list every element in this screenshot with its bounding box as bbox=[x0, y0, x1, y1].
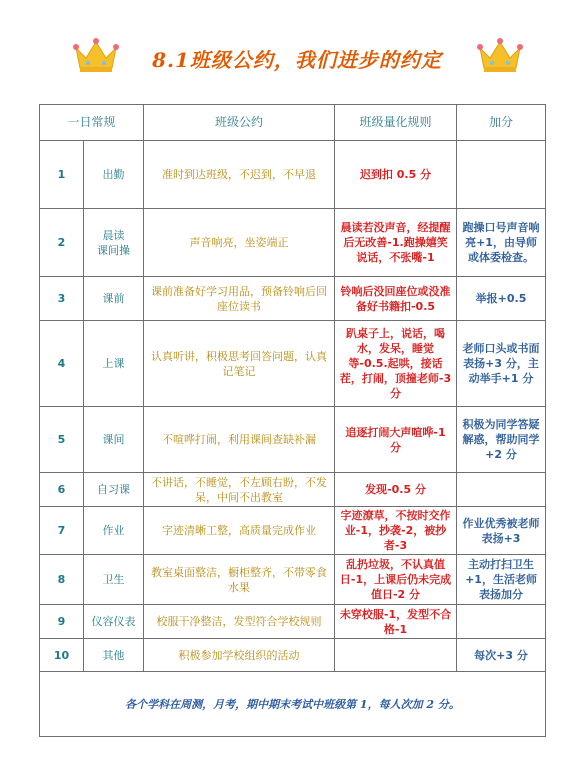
crown-icon bbox=[72, 34, 120, 74]
row-number: 7 bbox=[40, 507, 84, 555]
row-quant-rule bbox=[335, 639, 457, 672]
row-pact: 教室桌面整洁，橱柜整齐，不带零食水果 bbox=[144, 555, 335, 605]
row-quant-rule: 铃响后没回座位或没准备好书籍扣-0.5 bbox=[335, 277, 457, 321]
table-row bbox=[40, 209, 546, 277]
table-header-row bbox=[40, 105, 546, 141]
footer-note: 各个学科在周测，月考，期中期末考试中班级第 1，每人次加 2 分。 bbox=[40, 672, 546, 737]
row-pact: 声音响亮，坐姿端正 bbox=[144, 209, 335, 277]
table-row bbox=[40, 605, 546, 639]
header-bonus: 加分 bbox=[457, 105, 546, 141]
rules-table bbox=[39, 104, 546, 737]
row-number: 10 bbox=[40, 639, 84, 672]
row-quant-rule: 未穿校服-1，发型不合格-1 bbox=[335, 605, 457, 639]
row-number: 4 bbox=[40, 321, 84, 407]
row-bonus: 老师口头或书面表扬+3 分，主动举手+1 分 bbox=[457, 321, 546, 407]
row-quant-rule: 追逐打闹大声喧哗-1 分 bbox=[335, 407, 457, 473]
row-pact: 认真听讲，积极思考回答问题，认真记笔记 bbox=[144, 321, 335, 407]
row-bonus bbox=[457, 473, 546, 507]
table-row bbox=[40, 555, 546, 605]
row-number: 1 bbox=[40, 141, 84, 209]
row-item: 课前 bbox=[84, 277, 144, 321]
row-bonus: 每次+3 分 bbox=[457, 639, 546, 672]
header-daily-routine: 一日常规 bbox=[40, 105, 144, 141]
row-pact: 不讲话，不睡觉，不左顾右盼，不发呆，中间不出教室 bbox=[144, 473, 335, 507]
row-item: 自习课 bbox=[84, 473, 144, 507]
row-item: 其他 bbox=[84, 639, 144, 672]
row-quant-rule: 发现-0.5 分 bbox=[335, 473, 457, 507]
row-number: 8 bbox=[40, 555, 84, 605]
crown-icon bbox=[476, 34, 524, 74]
table-row bbox=[40, 473, 546, 507]
row-quant-rule: 乱扔垃圾，不认真值日-1，上课后仍未完成值日-2 分 bbox=[335, 555, 457, 605]
row-item: 课间 bbox=[84, 407, 144, 473]
row-item: 晨读 课间操 bbox=[84, 209, 144, 277]
row-bonus: 主动打扫卫生+1，生活老师表扬加分 bbox=[457, 555, 546, 605]
row-number: 9 bbox=[40, 605, 84, 639]
row-bonus bbox=[457, 141, 546, 209]
row-item: 出勤 bbox=[84, 141, 144, 209]
row-number: 3 bbox=[40, 277, 84, 321]
row-bonus: 跑操口号声音响亮+1，由导师或体委检查。 bbox=[457, 209, 546, 277]
row-bonus: 作业优秀被老师表扬+3 bbox=[457, 507, 546, 555]
row-number: 6 bbox=[40, 473, 84, 507]
row-item: 卫生 bbox=[84, 555, 144, 605]
row-number: 5 bbox=[40, 407, 84, 473]
row-quant-rule: 字迹潦草，不按时交作业-1，抄袭-2，被抄者-3 bbox=[335, 507, 457, 555]
row-bonus: 举报+0.5 bbox=[457, 277, 546, 321]
row-pact: 不喧哗打闹，利用课间查缺补漏 bbox=[144, 407, 335, 473]
row-pact: 积极参加学校组织的活动 bbox=[144, 639, 335, 672]
row-bonus bbox=[457, 605, 546, 639]
table-row bbox=[40, 141, 546, 209]
row-pact: 校服干净整洁，发型符合学校规则 bbox=[144, 605, 335, 639]
row-pact: 字迹清晰工整，高质量完成作业 bbox=[144, 507, 335, 555]
row-number: 2 bbox=[40, 209, 84, 277]
row-item: 仪容仪表 bbox=[84, 605, 144, 639]
row-bonus: 积极为同学答疑解惑，帮助同学+2 分 bbox=[457, 407, 546, 473]
table-row bbox=[40, 507, 546, 555]
header-quant-rules: 班级量化规则 bbox=[335, 105, 457, 141]
row-quant-rule: 趴桌子上，说话，喝水，发呆，睡觉等-0.5.起哄，接话茬，打闹，顶撞老师-3 分 bbox=[335, 321, 457, 407]
table-row bbox=[40, 321, 546, 407]
row-item: 上课 bbox=[84, 321, 144, 407]
row-quant-rule: 迟到扣 0.5 分 bbox=[335, 141, 457, 209]
row-pact: 课前准备好学习用品，预备铃响后回座位读书 bbox=[144, 277, 335, 321]
footer-row bbox=[40, 672, 546, 737]
table-row bbox=[40, 639, 546, 672]
row-item: 作业 bbox=[84, 507, 144, 555]
row-pact: 准时到达班级，不迟到，不早退 bbox=[144, 141, 335, 209]
header bbox=[0, 0, 582, 92]
page-title: 8.1班级公约，我们进步的约定 bbox=[152, 48, 442, 72]
table-row bbox=[40, 407, 546, 473]
table-row bbox=[40, 277, 546, 321]
header-class-pact: 班级公约 bbox=[144, 105, 335, 141]
row-quant-rule: 晨读若没声音，经提醒后无改善-1.跑操嬉笑说话，不张嘴-1 bbox=[335, 209, 457, 277]
